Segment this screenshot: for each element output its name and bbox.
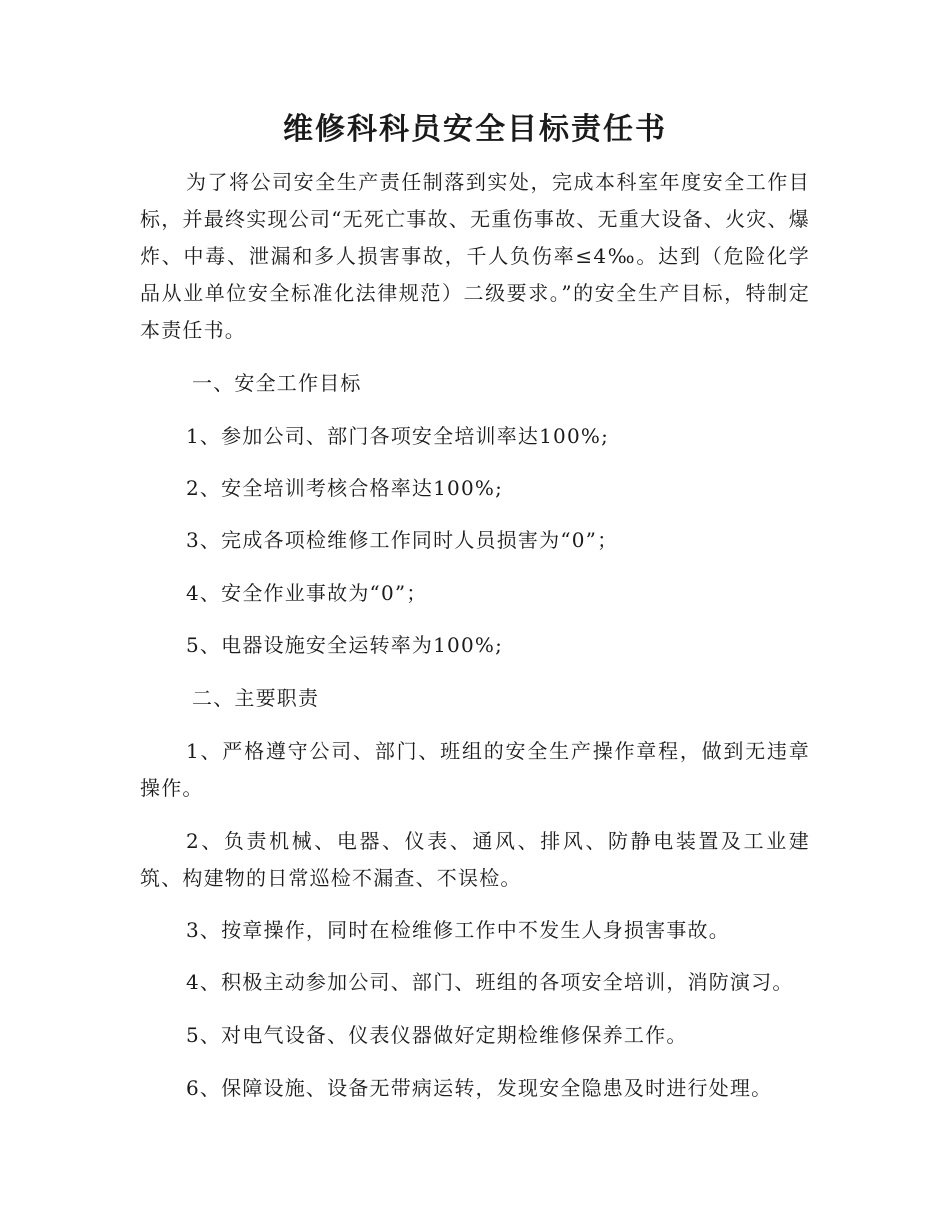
- duty-item: 5、对电气设备、仪表仪器做好定期检维修保养工作。: [186, 1023, 688, 1047]
- duty-item: 3、按章操作，同时在检维修工作中不发生人身损害事故。: [186, 918, 730, 942]
- duty-item: 6、保障设施、设备无带病运转，发现安全隐患及时进行处理。: [186, 1076, 773, 1100]
- duty-item: 1、严格遵守公司、部门、班组的安全生产操作章程，做到无违章操作。: [140, 739, 810, 800]
- section-heading-duties: 二、主要职责: [192, 686, 320, 710]
- goal-item: 4、安全作业事故为“0”；: [186, 581, 428, 605]
- document-title: 维修科科员安全目标责任书: [283, 112, 667, 147]
- duty-item: 4、积极主动参加公司、部门、班组的各项安全培训，消防演习。: [186, 970, 794, 994]
- section-heading-goals: 一、安全工作目标: [192, 371, 362, 395]
- goal-item: 2、安全培训考核合格率达100%;: [186, 476, 504, 500]
- intro-paragraph: 为了将公司安全生产责任制落到实处，完成本科室年度安全工作目标，并最终实现公司“无死亡事故、无重伤事故、无重大设备、火灾、爆炸、中毒、泄漏和多人损害事故，千人负伤率≤4‰。达到（危险化学品从业单位安全标准化法律规范）二级要求。”的安全生产目标，特制定本责任书。: [140, 170, 810, 342]
- goal-item: 3、完成各项检维修工作同时人员损害为“0”；: [186, 528, 619, 552]
- goal-item: 1、参加公司、部门各项安全培训率达100%;: [186, 424, 610, 448]
- goal-item: 5、电器设施安全运转率为100%;: [186, 633, 504, 657]
- duty-item: 2、负责机械、电器、仪表、通风、排风、防静电装置及工业建筑、构建物的日常巡检不漏查、不误检。: [140, 829, 810, 890]
